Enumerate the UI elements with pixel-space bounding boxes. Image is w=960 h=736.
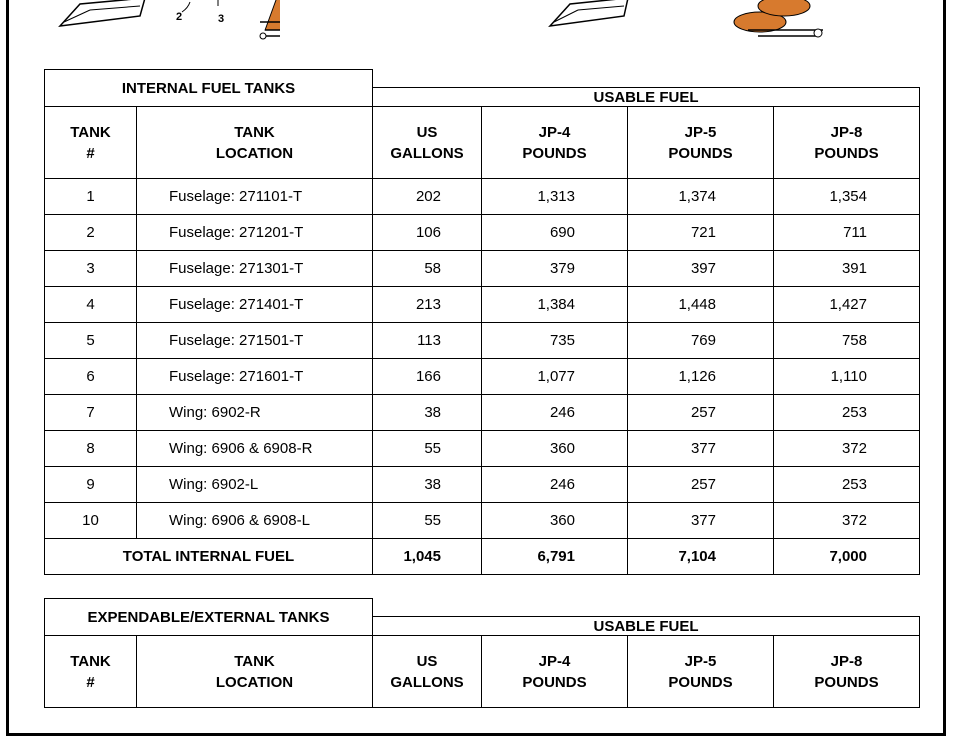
tank-number: 10 [45,503,137,539]
total-jp4: 6,791 [482,539,628,575]
external-table-title: EXPENDABLE/EXTERNAL TANKS [45,599,373,636]
gallons-value: 202 [373,179,482,215]
table-row [45,359,920,395]
jp5-value: 257 [628,467,774,503]
jp8-value: 253 [774,467,920,503]
col-header-jp8: JP-8 POUNDS [774,107,920,179]
jp5-value: 1,448 [628,287,774,323]
col-header-tank: TANK # [45,107,137,179]
tank-location: Fuselage: 271401-T [137,287,373,323]
jp5-value: 377 [628,503,774,539]
jp5-value: 257 [628,395,774,431]
table-row [45,467,920,503]
usable-fuel-label: USABLE FUEL [373,88,920,107]
table-header-row [45,107,920,179]
jp5-value: 1,126 [628,359,774,395]
jp8-value: 711 [774,215,920,251]
jp8-value: 1,110 [774,359,920,395]
gallons-value: 55 [373,431,482,467]
tank-number: 6 [45,359,137,395]
tank-location: Wing: 6902-L [137,467,373,503]
gallons-value: 38 [373,395,482,431]
tank-location: Fuselage: 271101-T [137,179,373,215]
col-header-gallons: US GALLONS [373,636,482,708]
tank-illustration-internal [260,0,280,39]
table-row [45,431,920,467]
table-row [45,287,920,323]
col-header-jp5: JP-5 POUNDS [628,636,774,708]
tank-location: Wing: 6906 & 6908-L [137,503,373,539]
table-header-row [45,636,920,708]
col-header-jp4: JP-4 POUNDS [482,636,628,708]
gallons-value: 55 [373,503,482,539]
total-jp8: 7,000 [774,539,920,575]
usable-fuel-label: USABLE FUEL [373,617,920,636]
tank-location: Fuselage: 271201-T [137,215,373,251]
jp4-value: 246 [482,467,628,503]
jp4-value: 246 [482,395,628,431]
gallons-value: 58 [373,251,482,287]
internal-fuel-table [44,69,920,575]
total-gallons: 1,045 [373,539,482,575]
col-header-jp8: JP-8 POUNDS [774,636,920,708]
tank-number: 7 [45,395,137,431]
internal-table-title: INTERNAL FUEL TANKS [45,70,373,107]
tank-number: 5 [45,323,137,359]
jp8-value: 391 [774,251,920,287]
table-row [45,395,920,431]
jp4-value: 690 [482,215,628,251]
jp8-value: 372 [774,431,920,467]
jp8-value: 253 [774,395,920,431]
jp5-value: 721 [628,215,774,251]
total-jp5: 7,104 [628,539,774,575]
tank-location: Wing: 6902-R [137,395,373,431]
jp4-value: 1,077 [482,359,628,395]
gallons-value: 106 [373,215,482,251]
table-row [45,179,920,215]
col-header-location: TANK LOCATION [137,107,373,179]
col-header-tank: TANK # [45,636,137,708]
table-row [45,503,920,539]
jp5-value: 769 [628,323,774,359]
aircraft-internal-tanks-illustration [50,0,280,42]
tank-location: Fuselage: 271301-T [137,251,373,287]
jp4-value: 1,384 [482,287,628,323]
gallons-value: 38 [373,467,482,503]
jp4-value: 735 [482,323,628,359]
gallons-value: 113 [373,323,482,359]
jp8-value: 758 [774,323,920,359]
callout-2: 2 [176,11,183,23]
col-header-gallons: US GALLONS [373,107,482,179]
table-row [45,323,920,359]
tank-illustration-external [734,0,823,37]
gallons-value: 166 [373,359,482,395]
jp5-value: 1,374 [628,179,774,215]
tank-number: 1 [45,179,137,215]
table-row [45,251,920,287]
tank-number: 3 [45,251,137,287]
total-row [45,539,920,575]
jp8-value: 1,354 [774,179,920,215]
col-header-jp4: JP-4 POUNDS [482,107,628,179]
jp8-value: 372 [774,503,920,539]
jp4-value: 360 [482,431,628,467]
jp4-value: 1,313 [482,179,628,215]
jp4-value: 360 [482,503,628,539]
tank-location: Fuselage: 271501-T [137,323,373,359]
table-row [45,215,920,251]
tank-number: 4 [45,287,137,323]
external-fuel-table [44,598,920,708]
tank-location: Wing: 6906 & 6908-R [137,431,373,467]
tank-number: 8 [45,431,137,467]
tank-location: Fuselage: 271601-T [137,359,373,395]
gallons-value: 213 [373,287,482,323]
jp5-value: 397 [628,251,774,287]
tank-number: 2 [45,215,137,251]
jp4-value: 379 [482,251,628,287]
col-header-location: TANK LOCATION [137,636,373,708]
aircraft-external-tanks-illustration [548,0,848,42]
tank-number: 9 [45,467,137,503]
total-label: TOTAL INTERNAL FUEL [45,539,373,575]
col-header-jp5: JP-5 POUNDS [628,107,774,179]
callout-3: 3 [218,13,225,25]
jp8-value: 1,427 [774,287,920,323]
jp5-value: 377 [628,431,774,467]
